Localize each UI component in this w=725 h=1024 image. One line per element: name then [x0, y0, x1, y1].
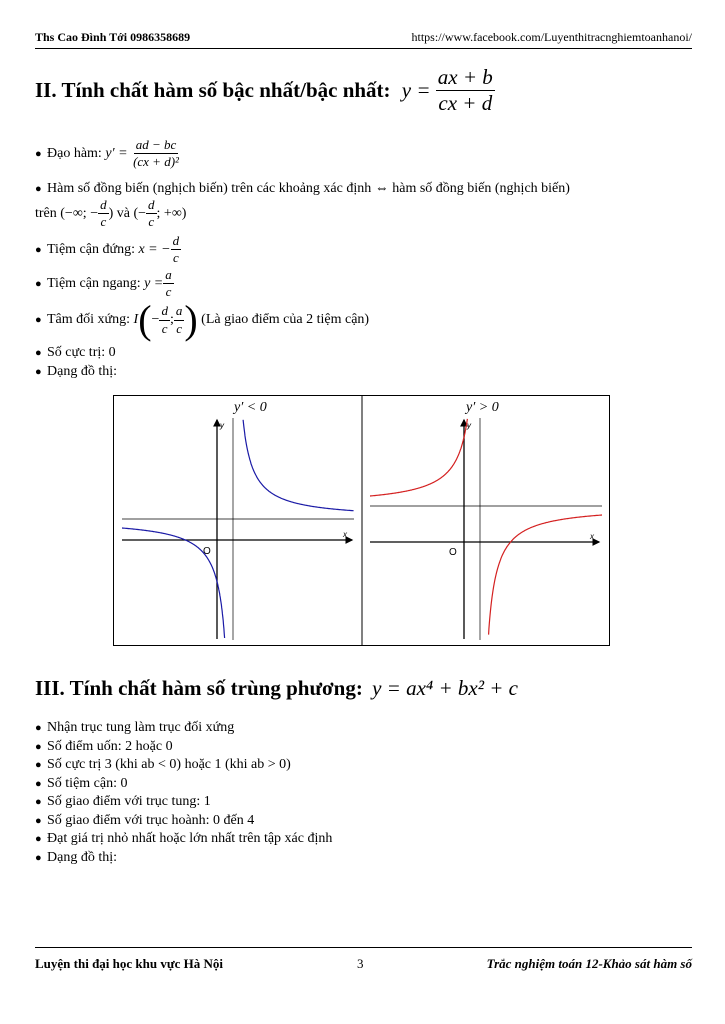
section2-eq-fraction: [436, 66, 495, 115]
paren-left: (: [138, 297, 152, 342]
list-item-text: Đạt giá trị nhỏ nhất hoặc lớn nhất trên tập xác định: [47, 831, 333, 846]
mono-part-c: ; +∞): [156, 205, 187, 221]
graph-box: [113, 395, 610, 646]
right-x-label: x: [590, 532, 594, 541]
list-item: [35, 775, 332, 794]
list-item: [35, 719, 332, 738]
mono-frac-2: [146, 198, 157, 230]
graph-label-line: [35, 364, 117, 380]
graph-label: Dạng đồ thị:: [47, 364, 117, 379]
bullet-icon: ●: [35, 722, 42, 734]
hasym-frac: [163, 268, 174, 300]
frac-num: a: [163, 268, 174, 284]
bullet-icon: ●: [35, 759, 42, 771]
mono-part-b: ) và (−: [108, 205, 147, 221]
footer-left: Luyện thi đại học khu vực Hà Nội: [35, 956, 224, 971]
list-item: [35, 830, 332, 849]
bullet-icon: ●: [35, 814, 42, 827]
extrema-line: [35, 345, 116, 361]
hyperbola-graphs: [114, 396, 609, 645]
frac-den: c: [172, 250, 179, 266]
page-number: 3: [357, 956, 364, 971]
deriv-fraction: [131, 138, 181, 170]
deriv-numerator: ad − bc: [134, 138, 179, 154]
bullet-icon: ●: [35, 183, 42, 195]
right-y-label: y: [467, 421, 471, 430]
list-item-text: Số tiệm cận: 0: [47, 775, 128, 791]
bullet-icon: ●: [35, 148, 42, 161]
section2-eq-lhs: y =: [401, 78, 431, 103]
deriv-label: Đạo hàm:: [47, 146, 102, 162]
section3-title-row: [35, 676, 518, 701]
horizontal-asymptote-line: [35, 268, 174, 300]
vasym-label: Tiệm cận đứng:: [47, 241, 135, 257]
center-label: Tâm đối xứng:: [47, 312, 131, 327]
header-url: https://www.facebook.com/Luyenthitracnghiemtoanhanoi/: [411, 30, 692, 44]
section2-title-row: [35, 66, 495, 115]
frac-num: d: [171, 234, 182, 250]
paren-right: ): [184, 297, 198, 342]
mono-frac-1: [98, 198, 109, 230]
extrema-text: Số cực trị: 0: [47, 345, 116, 360]
bullet-icon: ●: [35, 777, 42, 790]
center-minus: −: [151, 312, 160, 327]
header-divider: [35, 48, 692, 49]
frac-den: c: [176, 320, 182, 336]
frac-num: d: [159, 304, 170, 320]
vertical-asymptote-line: [35, 234, 181, 266]
monotonic-line-1: [35, 181, 570, 197]
center-frac-2: [174, 304, 185, 336]
deriv-lhs: y′ =: [105, 146, 128, 162]
hasym-label: Tiệm cận ngang:: [47, 275, 141, 291]
section2-title: II. Tính chất hàm số bậc nhất/bậc nhất:: [35, 78, 391, 103]
list-item: [35, 849, 332, 868]
center-symmetry-line: [35, 297, 370, 342]
bullet-icon: ●: [35, 833, 42, 845]
list-item: [35, 738, 332, 757]
bullet-icon: ●: [35, 796, 42, 808]
monotonic-text-1: Hàm số đồng biến (nghịch biến) trên các khoảng xác định ⇔ hàm số đồng biến (nghịch biến): [47, 181, 570, 196]
bullet-icon: ●: [35, 278, 42, 291]
mono-part-a: trên (−∞; −: [35, 205, 99, 221]
footer-right: Trắc nghiệm toán 12-Khảo sát hàm số: [486, 956, 692, 971]
left-graph-title: y′ < 0: [234, 400, 267, 415]
list-item: [35, 793, 332, 812]
list-item-text: Số cực trị 3 (khi ab < 0) hoặc 1 (khi ab > 0): [47, 757, 291, 772]
list-item-text: Số giao điểm với trục hoành: 0 đến 4: [47, 812, 255, 828]
right-curve-right-branch: [489, 515, 602, 635]
bullet-icon: ●: [35, 740, 42, 753]
section3-list: [35, 719, 332, 867]
bullet-icon: ●: [35, 366, 42, 378]
monotonic-line-2: [35, 198, 186, 230]
list-item-text: Số điểm uốn: 2 hoặc 0: [47, 738, 173, 754]
left-curve-left-branch: [122, 528, 225, 638]
frac-den: c: [100, 214, 107, 230]
derivative-line: [35, 138, 181, 170]
frac-num: d: [146, 198, 157, 214]
eq-numerator: ax + b: [436, 66, 495, 91]
section3-title: III. Tính chất hàm số trùng phương:: [35, 676, 363, 700]
left-curve-right-branch: [243, 420, 354, 511]
header-author: Ths Cao Đình Tới 0986358689: [35, 30, 191, 44]
vasym-lhs: x = −: [138, 241, 171, 257]
center-note: (Là giao điểm của 2 tiệm cận): [201, 312, 370, 327]
right-graph-title: y′ > 0: [466, 400, 499, 415]
frac-num: d: [98, 198, 109, 214]
footer-divider: [35, 947, 692, 948]
frac-den: c: [165, 284, 172, 300]
center-sep: ;: [169, 312, 174, 327]
frac-num: a: [174, 304, 185, 320]
frac-den: c: [161, 320, 168, 336]
list-item: [35, 812, 332, 831]
section3-eq: y = ax⁴ + bx² + c: [372, 676, 519, 700]
center-I: I: [133, 312, 139, 327]
left-x-label: x: [343, 530, 347, 539]
bullet-icon: ●: [35, 244, 42, 257]
right-curve-left-branch: [370, 419, 467, 496]
vasym-frac: [171, 234, 182, 266]
center-frac-1: [159, 304, 170, 336]
hasym-lhs: y =: [144, 275, 164, 291]
bullet-icon: ●: [35, 851, 42, 864]
eq-denominator: cx + d: [438, 91, 493, 116]
list-item-text: Số giao điểm với trục tung: 1: [47, 794, 211, 809]
list-item: [35, 756, 332, 775]
left-y-label: y: [220, 421, 224, 430]
bullet-icon: ●: [35, 314, 42, 327]
right-origin: O: [449, 547, 457, 558]
frac-den: c: [148, 214, 155, 230]
list-item-text: Nhận trục tung làm trục đối xứng: [47, 720, 235, 735]
deriv-denominator: (cx + d)²: [133, 154, 179, 170]
bullet-icon: ●: [35, 347, 42, 359]
left-origin: O: [203, 546, 211, 557]
list-item-text: Dạng đồ thị:: [47, 849, 117, 865]
